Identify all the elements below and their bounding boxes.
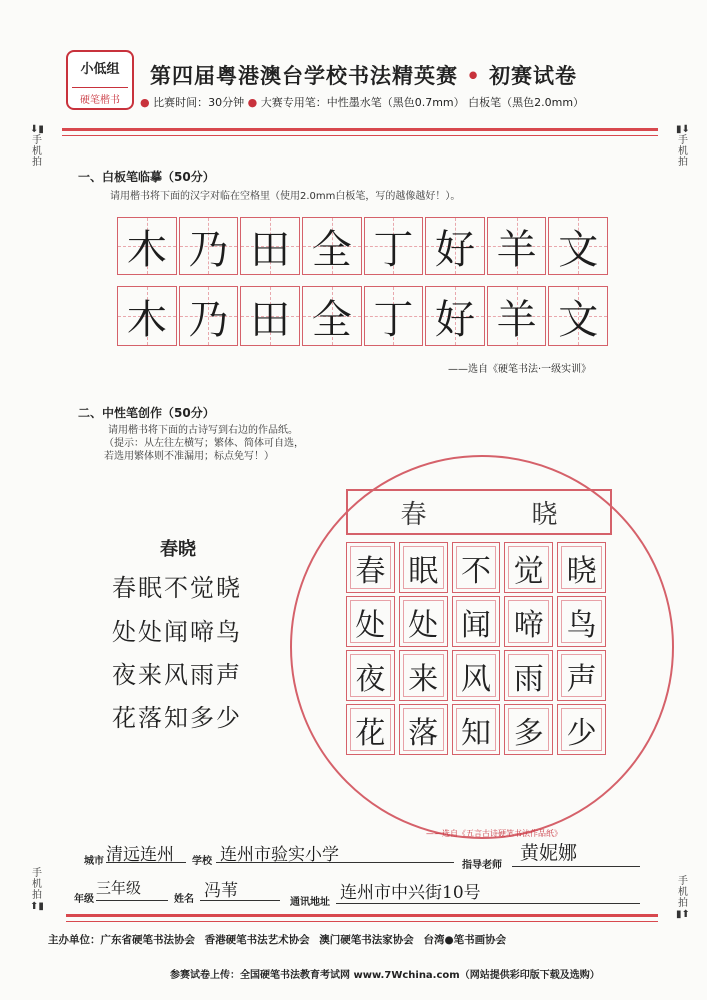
grade-underline [96, 900, 168, 901]
grade-label: 年级 [74, 894, 94, 905]
work-cell[interactable]: 夜 [346, 650, 395, 701]
work-row [346, 650, 610, 701]
section1-source: ——选自《硬笔书法·一级实训》 [448, 364, 592, 375]
section2-heading: 二、中性笔创作（50分） [78, 406, 215, 420]
teacher-underline [512, 866, 640, 867]
camera-icon: ⬇▮ [30, 124, 44, 135]
work-cell[interactable]: 雨 [504, 650, 553, 701]
work-cell[interactable]: 眠 [399, 542, 448, 593]
poem-line: 处处闻啼鸟 [112, 618, 242, 646]
poem-line: 花落知多少 [112, 704, 242, 732]
address-label: 通讯地址 [290, 897, 330, 908]
poem-title: 春晓 [160, 539, 196, 560]
camera-icon: ⬆▮ [30, 901, 44, 912]
phone-label: 手机拍 [678, 876, 688, 909]
phone-marker-top-left [30, 124, 44, 168]
name-value[interactable]: 冯苇 [204, 881, 238, 901]
work-title-char: 晓 [531, 499, 558, 530]
phone-label: 手机拍 [32, 868, 42, 901]
work-row [346, 596, 610, 647]
practice-cell[interactable]: 丁 [364, 286, 424, 346]
model-cell: 好 [425, 217, 485, 275]
practice-row [117, 286, 610, 346]
group-badge [66, 50, 134, 110]
header-divider [62, 128, 658, 136]
work-title-char: 春 [400, 499, 427, 530]
model-cell: 田 [240, 217, 300, 275]
work-cell[interactable]: 知 [452, 704, 501, 755]
work-cell[interactable]: 处 [399, 596, 448, 647]
practice-cell[interactable]: 木 [117, 286, 177, 346]
city-underline [106, 862, 186, 863]
model-cell: 羊 [487, 217, 547, 275]
work-cell[interactable]: 风 [452, 650, 501, 701]
page-title [150, 60, 577, 90]
organizers: 主办单位：广东省硬笔书法协会 香港硬笔书法艺术协会 澳门硬笔书法家协会 台湾●笔书画协会 [48, 934, 507, 946]
work-row [346, 542, 610, 593]
work-cell[interactable]: 觉 [504, 542, 553, 593]
work-cell[interactable]: 处 [346, 596, 395, 647]
practice-cell[interactable]: 乃 [179, 286, 239, 346]
work-cell[interactable]: 春 [346, 542, 395, 593]
work-cell[interactable]: 落 [399, 704, 448, 755]
work-cell[interactable]: 闻 [452, 596, 501, 647]
school-underline [216, 862, 454, 863]
poem-line: 春眠不觉晓 [112, 574, 242, 602]
model-cell: 文 [548, 217, 608, 275]
work-cell[interactable]: 鸟 [557, 596, 606, 647]
title-separator: • [466, 64, 481, 88]
school-value[interactable]: 连州市验实小学 [220, 845, 339, 865]
exam-info [140, 94, 584, 110]
name-underline [200, 900, 280, 901]
section2-instruction-1: 请用楷书将下面的古诗写到右边的作品纸。 [108, 425, 298, 436]
address-underline [336, 903, 640, 904]
school-label: 学校 [192, 856, 212, 867]
model-cell: 丁 [364, 217, 424, 275]
work-cell[interactable]: 来 [399, 650, 448, 701]
phone-label: 手机拍 [32, 135, 42, 168]
work-cell[interactable]: 多 [504, 704, 553, 755]
title-main: 第四届粤港澳台学校书法精英赛 [150, 64, 458, 88]
camera-icon: ▮⬇ [676, 124, 690, 135]
grade-value[interactable]: 三年级 [96, 879, 142, 897]
badge-group-text: 小低组 [80, 62, 120, 77]
section1-instruction: 请用楷书将下面的汉字对临在空格里（使用2.0mm白板笔，写的越像越好！）。 [110, 191, 461, 202]
badge-style-text: 硬笔楷书 [72, 87, 128, 106]
phone-label: 手机拍 [678, 135, 688, 168]
poem-line: 夜来风雨声 [112, 661, 242, 689]
model-row [117, 217, 610, 275]
work-cell[interactable]: 不 [452, 542, 501, 593]
practice-cell[interactable]: 羊 [487, 286, 547, 346]
exam-time: 比赛时间：30分钟 [153, 96, 245, 109]
camera-icon: ▮⬆ [676, 909, 690, 920]
footer-divider [66, 914, 658, 922]
work-cell[interactable]: 声 [557, 650, 606, 701]
practice-cell[interactable]: 好 [425, 286, 485, 346]
model-cell: 全 [302, 217, 362, 275]
practice-cell[interactable]: 田 [240, 286, 300, 346]
model-cell: 乃 [179, 217, 239, 275]
city-value[interactable]: 清远连州 [106, 845, 174, 865]
phone-marker-bottom-right [676, 876, 690, 920]
address-value[interactable]: 连州市中兴街10号 [340, 883, 481, 903]
title-tail: 初赛试卷 [489, 64, 578, 88]
work-grid [346, 542, 610, 758]
teacher-value[interactable]: 黄妮娜 [520, 842, 578, 864]
section2-instruction-2: （提示：从左往左横写；繁体、简体可自选， [104, 438, 304, 449]
download-info: 参赛试卷上传：全国硬笔书法教育考试网 www.7Wchina.com（网站提供彩印版下载及选购） [170, 970, 600, 981]
phone-marker-top-right [676, 124, 690, 168]
practice-cell[interactable]: 文 [548, 286, 608, 346]
work-cell[interactable]: 花 [346, 704, 395, 755]
city-label: 城市 [84, 856, 104, 867]
model-cell: 木 [117, 217, 177, 275]
work-cell[interactable]: 少 [557, 704, 606, 755]
section1-heading: 一、白板笔临摹（50分） [78, 170, 215, 184]
teacher-label: 指导老师 [462, 860, 502, 871]
exam-pens: 大赛专用笔：中性墨水笔（黑色0.7mm） 白板笔（黑色2.0mm） [260, 96, 585, 109]
phone-marker-bottom-left [30, 868, 44, 912]
work-title-box[interactable] [346, 489, 612, 535]
work-row [346, 704, 610, 755]
work-source: ——选自《五言古诗硬笔书法作品纸》 [426, 829, 562, 838]
bullet-icon: ● [247, 96, 258, 109]
practice-cell[interactable]: 全 [302, 286, 362, 346]
bullet-icon: ● [140, 96, 150, 109]
name-label: 姓名 [174, 894, 194, 905]
work-cell[interactable]: 啼 [504, 596, 553, 647]
section2-instruction-3: 若选用繁体则不准漏用；标点免写！） [104, 451, 274, 462]
work-cell[interactable]: 晓 [557, 542, 606, 593]
